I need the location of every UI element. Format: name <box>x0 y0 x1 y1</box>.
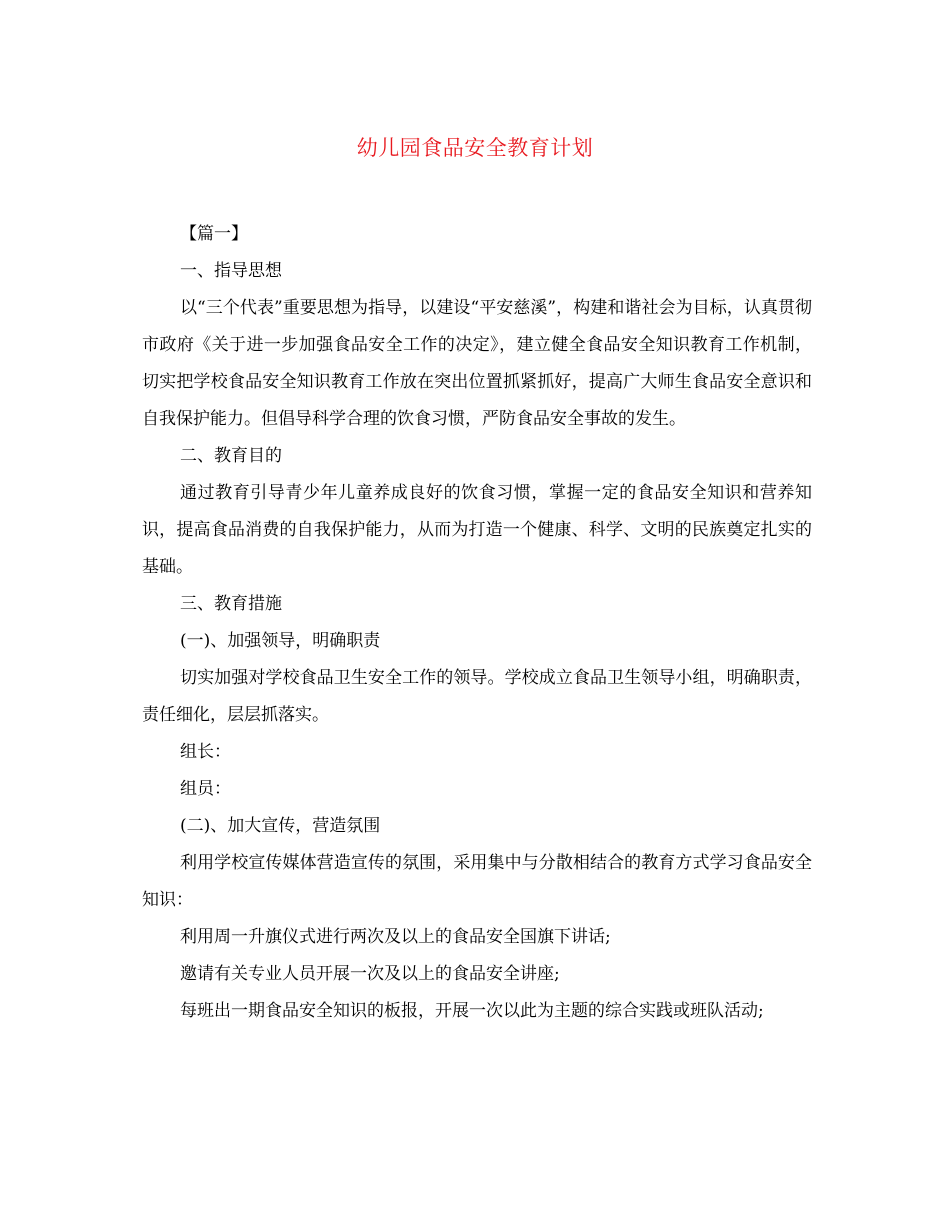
subheading-publicity: (二)、加大宣传，营造氛围 <box>180 816 381 836</box>
paragraph-leadership: 切实加强对学校食品卫生安全工作的领导。学校成立食品卫生领导小组，明确职责，责任细化，层层抓落实。 <box>142 668 812 725</box>
document-body <box>142 216 812 1030</box>
heading-education-measures: 三、教育措施 <box>180 594 282 614</box>
document-title: 幼儿园食品安全教育计划 <box>356 136 594 160</box>
list-item-expert-lecture: 邀请有关专业人员开展一次及以上的食品安全讲座; <box>180 964 560 984</box>
heading-education-purpose: 二、教育目的 <box>180 446 282 466</box>
section-label-pian-yi: 【篇一】 <box>180 224 248 244</box>
paragraph-publicity: 利用学校宣传媒体营造宣传的氛围，采用集中与分散相结合的教育方式学习食品安全知识： <box>142 853 812 910</box>
line-group-members: 组员： <box>180 779 231 799</box>
list-item-class-board: 每班出一期食品安全知识的板报，开展一次以此为主题的综合实践或班队活动; <box>180 1001 764 1021</box>
paragraph-education-purpose: 通过教育引导青少年儿童养成良好的饮食习惯，掌握一定的食品安全知识和营养知识，提高食品消费的自我保护能力，从而为打造一个健康、科学、文明的民族奠定扎实的基础。 <box>142 483 812 577</box>
subheading-leadership: (一)、加强领导，明确职责 <box>180 631 381 651</box>
list-item-flag-ceremony: 利用周一升旗仪式进行两次及以上的食品安全国旗下讲话; <box>180 927 611 947</box>
heading-guiding-thought: 一、指导思想 <box>180 261 282 281</box>
paragraph-guiding-thought: 以“三个代表”重要思想为指导，以建设“平安慈溪”，构建和谐社会为目标，认真贯彻市政府《关于进一步加强食品安全工作的决定》，建立健全食品安全知识教育工作机制，切实把学校食品安全知识教育工作放在突出位置抓紧抓好，提高广大师生食品安全意识和自我保护能力。但倡导科学合理的饮食习惯，严防食品安全事故的发生。 <box>142 298 812 429</box>
line-group-leader: 组长： <box>180 742 231 762</box>
